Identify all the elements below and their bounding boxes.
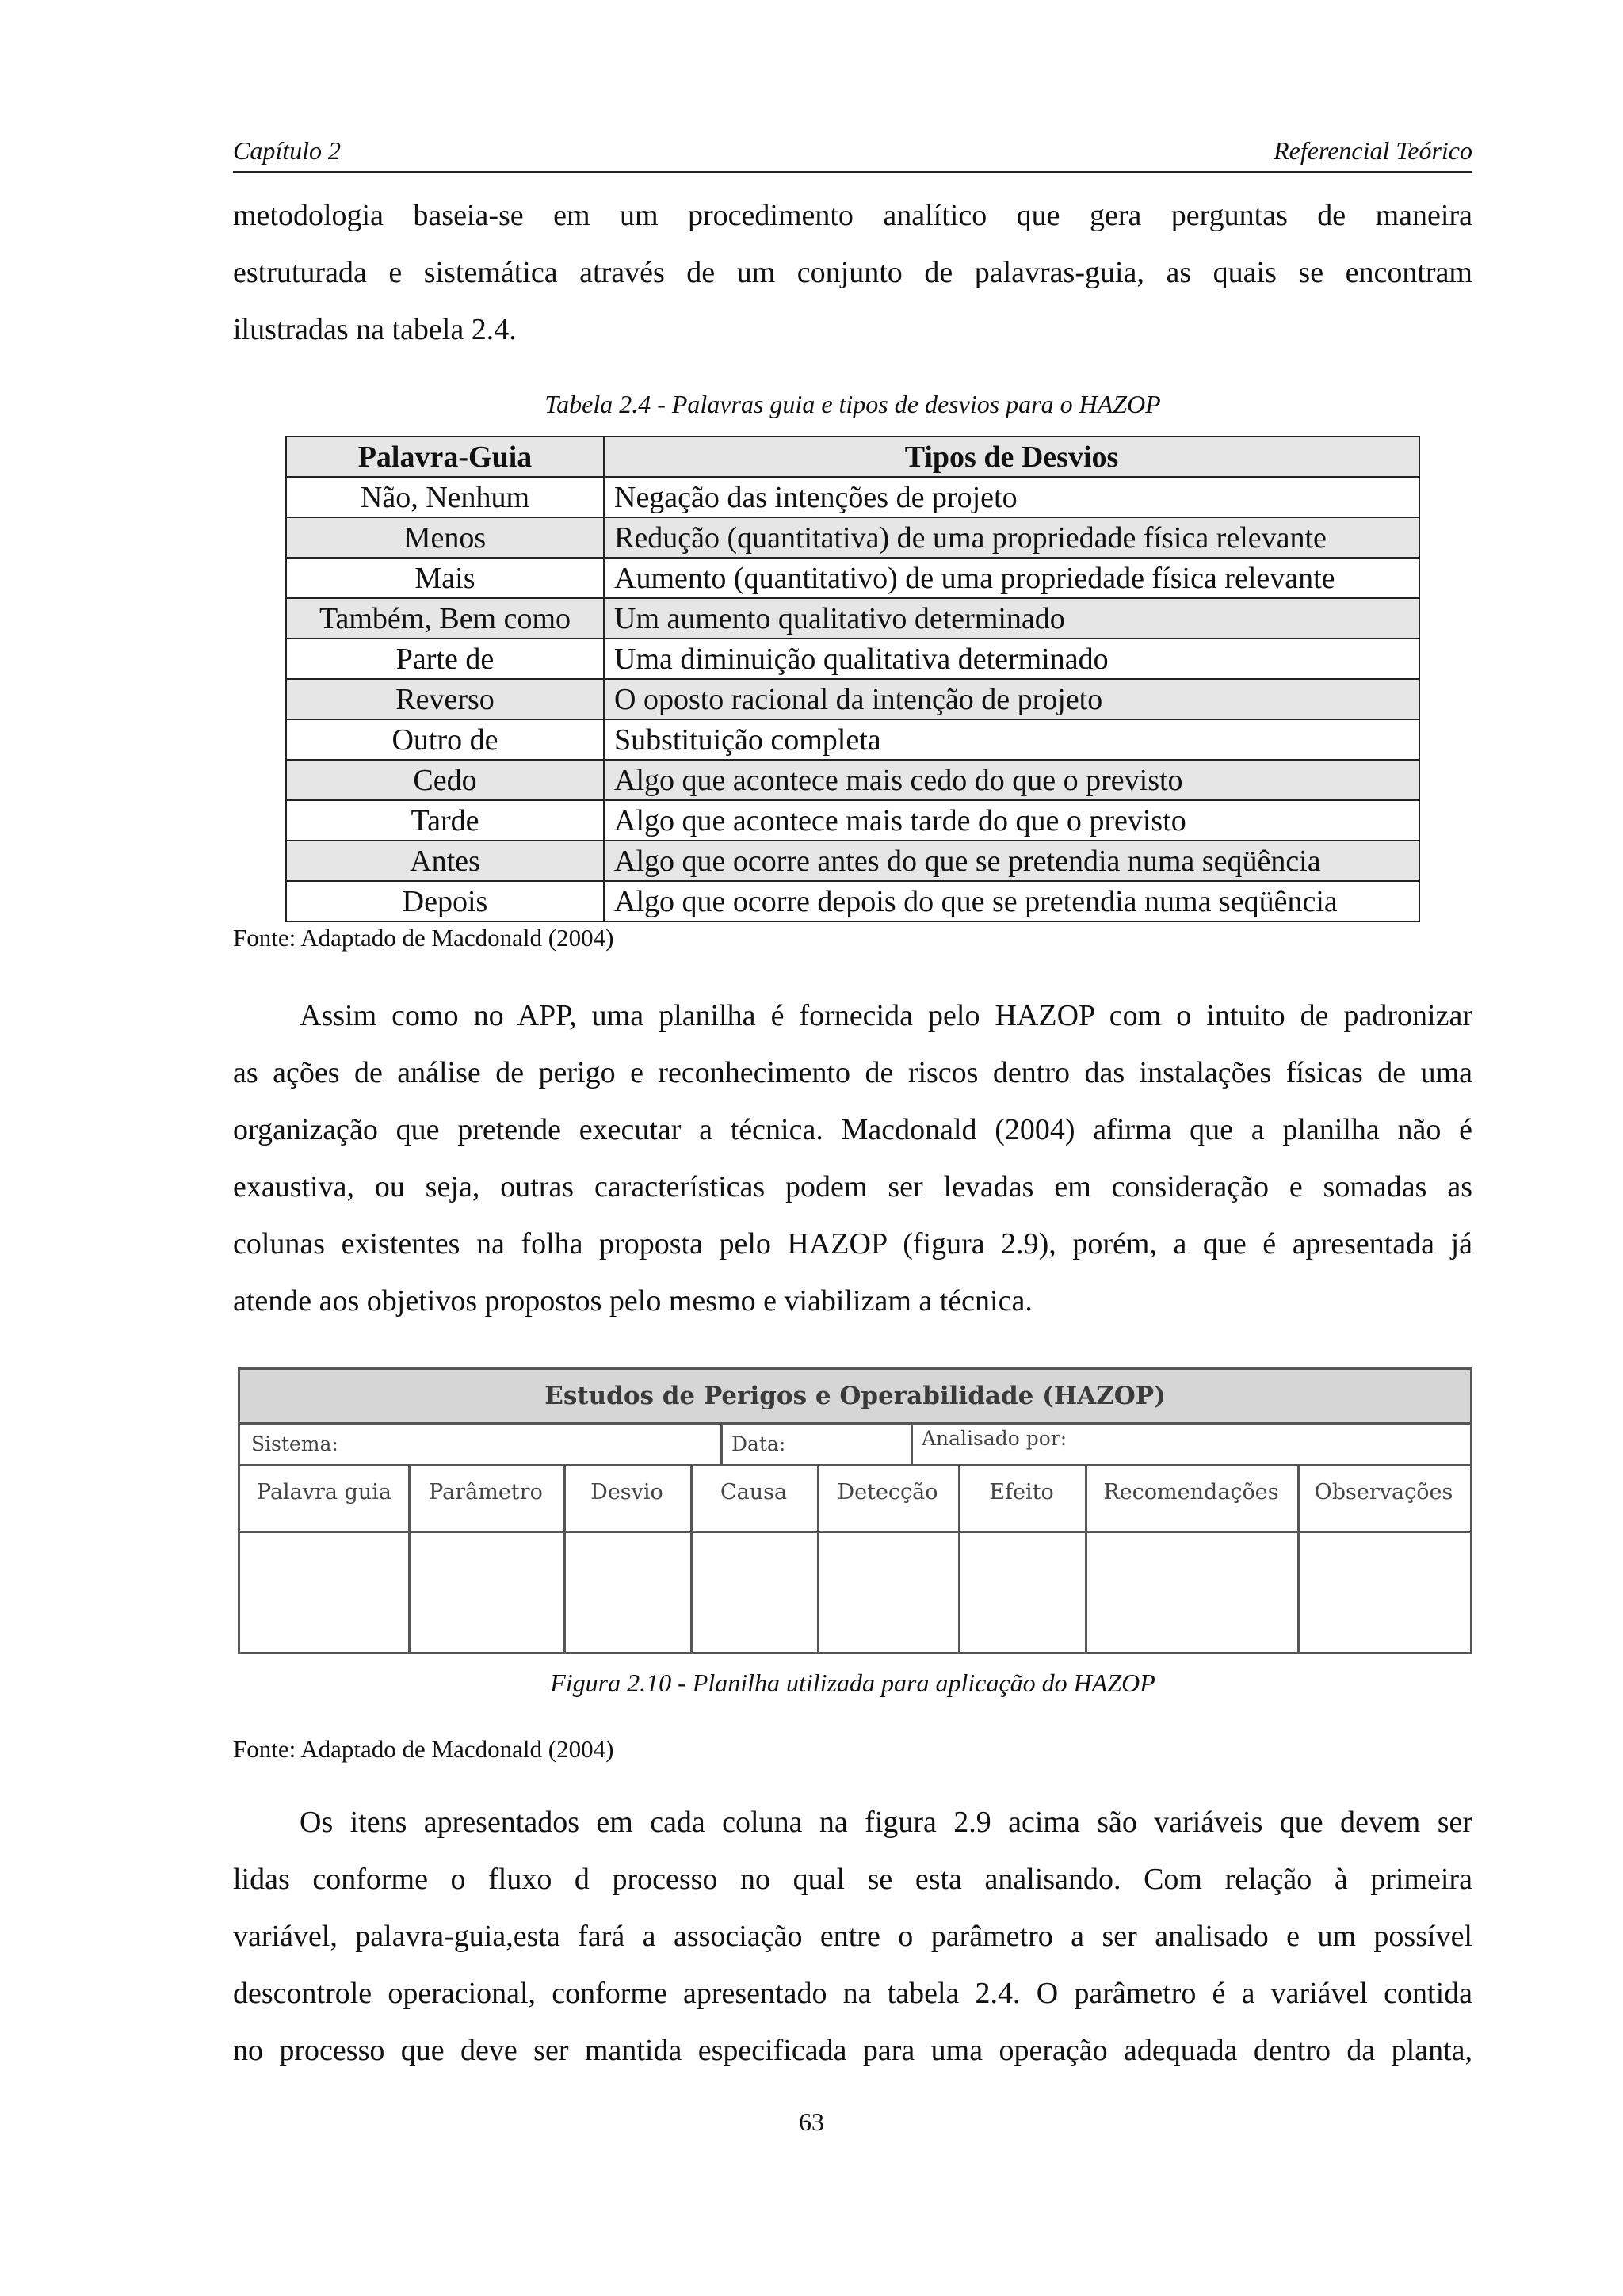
deviation-cell: Negação das intenções de projeto [604, 477, 1419, 517]
guide-word-cell: Cedo [286, 760, 604, 800]
deviation-cell: Algo que ocorre depois do que se pretendia numa seqüência [604, 881, 1419, 921]
worksheet-col-parameter: Parâmetro [429, 1480, 543, 1505]
worksheet-col-effect: Efeito [989, 1480, 1054, 1505]
worksheet-date-label: Data: [731, 1432, 786, 1455]
table-row [286, 558, 1419, 598]
guide-word-cell: Menos [286, 517, 604, 558]
worksheet-title: Estudos de Perigos e Operabilidade (HAZOP) [240, 1370, 1470, 1425]
worksheet-col-guide-word: Palavra guia [256, 1480, 392, 1505]
text-line: descontrole operacional, conforme apresentado na tabela 2.4. O parâmetro é a variável contida [233, 1977, 1472, 2010]
column-header-guide-word: Palavra-Guia [286, 437, 604, 477]
text-line: exaustiva, ou seja, outras características podem ser levadas em consideração e somadas as [233, 1170, 1472, 1203]
table-row [286, 679, 1419, 719]
guide-word-cell: Não, Nenhum [286, 477, 604, 517]
deviation-cell: Um aumento qualitativo determinado [604, 598, 1419, 639]
worksheet-col-observations: Observações [1314, 1480, 1453, 1505]
worksheet-system-label: Sistema: [251, 1432, 338, 1455]
guide-word-cell: Tarde [286, 800, 604, 841]
table-caption: Tabela 2.4 - Palavras guia e tipos de desvios para o HAZOP [544, 390, 1161, 418]
guide-word-cell: Mais [286, 558, 604, 598]
text-line: ilustradas na tabela 2.4. [233, 313, 517, 346]
guide-word-cell: Também, Bem como [286, 598, 604, 639]
text-line: variável, palavra-guia,esta fará a associação entre o parâmetro a ser analisado e um possível [233, 1920, 1472, 1953]
chapter-label: Capítulo 2 [233, 136, 342, 165]
text-line: lidas conforme o fluxo d processo no qual se esta analisando. Com relação à primeira [233, 1863, 1472, 1896]
divider [911, 1425, 913, 1464]
column-header-deviation-type: Tipos de Desvios [604, 437, 1419, 477]
deviation-cell: Aumento (quantitativo) de uma propriedade física relevante [604, 558, 1419, 598]
table-row [286, 639, 1419, 679]
table-row [286, 477, 1419, 517]
table-row [286, 517, 1419, 558]
table-row [286, 760, 1419, 800]
deviation-cell: Redução (quantitativa) de uma propriedade física relevante [604, 517, 1419, 558]
hazop-guide-words-table [285, 436, 1420, 922]
deviation-cell: Algo que ocorre antes do que se pretendia numa seqüência [604, 841, 1419, 881]
text-line: metodologia baseia-se em um procedimento analítico que gera perguntas de maneira [233, 199, 1472, 232]
divider [720, 1425, 723, 1464]
paragraph-intro [233, 187, 1472, 358]
worksheet-analyst-label: Analisado por: [922, 1427, 1067, 1450]
worksheet-col-cause: Causa [720, 1480, 788, 1505]
text-line: no processo que deve ser mantida especificada para uma operação adequada dentro da planta, [233, 2034, 1472, 2067]
deviation-cell: Substituição completa [604, 719, 1419, 760]
guide-word-cell: Antes [286, 841, 604, 881]
text-line: as ações de análise de perigo e reconhecimento de riscos dentro das instalações físicas de uma [233, 1056, 1472, 1089]
table-row [286, 800, 1419, 841]
page-number: 63 [799, 2107, 824, 2136]
guide-word-cell: Depois [286, 881, 604, 921]
paragraph-worksheet [233, 987, 1472, 1329]
text-line: colunas existentes na folha proposta pelo HAZOP (figura 2.9), porém, a que é apresentada já [233, 1227, 1472, 1261]
table-source: Fonte: Adaptado de Macdonald (2004) [233, 924, 614, 952]
page-header [233, 133, 1472, 173]
guide-word-cell: Outro de [286, 719, 604, 760]
table-header-row [286, 437, 1419, 477]
worksheet-col-recommendations: Recomendações [1103, 1480, 1279, 1505]
paragraph-columns [233, 1794, 1472, 2079]
section-label: Referencial Teórico [1274, 136, 1472, 165]
text-line: atende aos objetivos propostos pelo mesmo e viabilizam a técnica. [233, 1284, 1033, 1318]
text-line: Os itens apresentados em cada coluna na figura 2.9 acima são variáveis que devem ser [300, 1806, 1472, 1839]
hazop-worksheet-figure [238, 1367, 1472, 1654]
guide-word-cell: Parte de [286, 639, 604, 679]
table-row [286, 719, 1419, 760]
worksheet-col-detection: Detecção [837, 1480, 938, 1505]
deviation-cell: O oposto racional da intenção de projeto [604, 679, 1419, 719]
deviation-cell: Algo que acontece mais cedo do que o previsto [604, 760, 1419, 800]
guide-word-cell: Reverso [286, 679, 604, 719]
figure-source: Fonte: Adaptado de Macdonald (2004) [233, 1735, 614, 1763]
divider [240, 1531, 1470, 1533]
deviation-cell: Algo que acontece mais tarde do que o previsto [604, 800, 1419, 841]
deviation-cell: Uma diminuição qualitativa determinado [604, 639, 1419, 679]
text-line: estruturada e sistemática através de um conjunto de palavras-guia, as quais se encontram [233, 256, 1472, 289]
table-row [286, 881, 1419, 921]
table-row [286, 841, 1419, 881]
figure-caption: Figura 2.10 - Planilha utilizada para aplicação do HAZOP [550, 1669, 1155, 1697]
text-line: Assim como no APP, uma planilha é fornecida pelo HAZOP com o intuito de padronizar [300, 999, 1472, 1032]
table-row [286, 598, 1419, 639]
worksheet-col-deviation: Desvio [590, 1480, 663, 1505]
text-line: organização que pretende executar a técnica. Macdonald (2004) afirma que a planilha não é [233, 1113, 1472, 1146]
